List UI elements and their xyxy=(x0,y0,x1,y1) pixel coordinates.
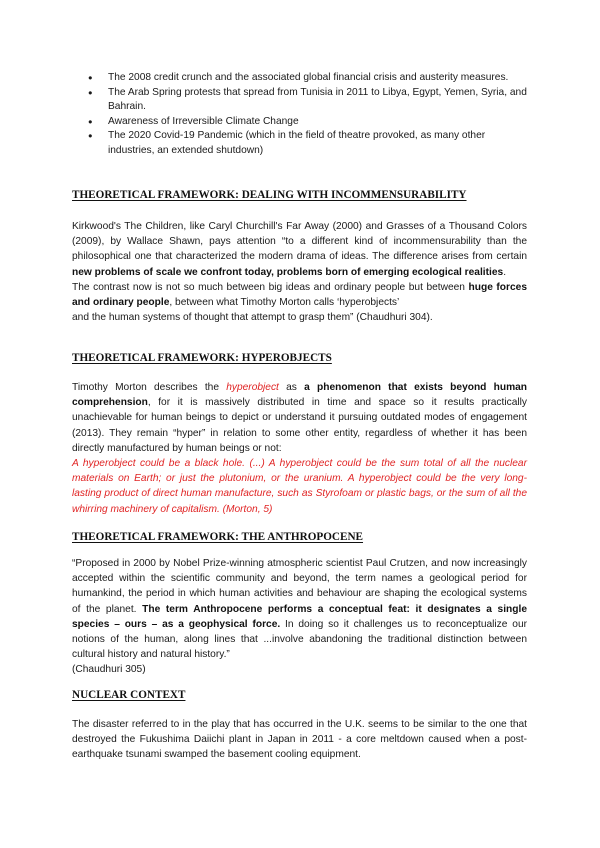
section-heading-hyperobjects: THEORETICAL FRAMEWORK: HYPEROBJECTS xyxy=(72,352,332,364)
paragraph-anthropocene: “Proposed in 2000 by Nobel Prize-winning atmospheric scientist Paul Crutzen, and now increasingly accepted within the scientific community and beyond, the term names a geological period for humankind, the period in which human activities and behaviour are shaping the ecological systems of the planet. The term Anthropocene performs a conceptual feat: it designates a single species – ours – as a geophysical force. In doing so it challenges us to reconceptualize our notions of the human, along lines that ...involve abandoning the traditional distinction between cultural history and natural history.” (Chaudhuri 305) xyxy=(72,558,527,676)
list-item: ● The 2008 credit crunch and the associated global financial crisis and austerity measures. xyxy=(88,71,530,86)
section-heading-anthropocene: THEORETICAL FRAMEWORK: THE ANTHROPOCENE xyxy=(72,531,364,543)
section-heading-incommensurability: THEORETICAL FRAMEWORK: DEALING WITH INCOMMENSURABILITY xyxy=(72,189,467,201)
list-item: ● Awareness of Irreversible Climate Change xyxy=(88,115,530,130)
paragraph-hyperobjects: Timothy Morton describes the hyperobject as a phenomenon that exists beyond human comprehension, for it is massively distributed in time and space so it results practically unachievable for human beings to depict or understand it pursuing outdated modes of engagement (2013). They remain “hyper” in relation to some other entity, regardless of whether it has been directly manufactured by human beings or not: A hyperobject could be a black hole. (...) A hyperobject could be the sum total of all the nuclear materials on Earth; or just the plutonium, or the uranium. A hyperobject could be the very long- lasting product of direct human manufacture, such as Styrofoam or plastic bags, or the sum of all the whirring machinery of capitalism. (Morton, 5) xyxy=(72,380,527,517)
list-item: ● The 2020 Covid-19 Pandemic (which in the field of theatre provoked, as many other industries, an extended shutdown) xyxy=(88,129,530,158)
section-heading-nuclear: NUCLEAR CONTEXT xyxy=(72,689,186,701)
paragraph-incommensurability: Kirkwood's The Children, like Caryl Churchill's Far Away (2000) and Grasses of a Thousand Colors (2009), by Wallace Shawn, pays attention “to a different kind of incommensurability than the philosophical one that characterized the modern drama of ideas. The difference arises from certain new problems of scale we confront today, problems born of emerging ecological realities. The contrast now is not so much between big ideas and ordinary people but between huge forces and ordinary people, between what Timothy Morton calls ‘hyperobjects’ and the human systems of thought that attempt to grasp them” (Chaudhuri 304). xyxy=(72,221,527,324)
bullet-list xyxy=(88,71,530,159)
paragraph-nuclear: The disaster referred to in the play that has occurred in the U.K. seems to be similar to the one that destroyed the Fukushima Daiichi plant in Japan in 2011 - a core meltdown caused when a post-earthquake tsunami swamped the basement cooling equipment. xyxy=(72,719,527,761)
morton-quote: A hyperobject could be a black hole. (...) A hyperobject could be the sum total of all the nuclear materials on Earth; or just the plutonium, or the uranium. A hyperobject could be the very long- lasting product of direct human manufacture, such as Styrofoam or plastic bags, or the sum of all the whirring machinery of capitalism. (Morton, 5) xyxy=(72,458,527,515)
list-item: ● The Arab Spring protests that spread from Tunisia in 2011 to Libya, Egypt, Yemen, Syria, and Bahrain. xyxy=(88,86,530,115)
